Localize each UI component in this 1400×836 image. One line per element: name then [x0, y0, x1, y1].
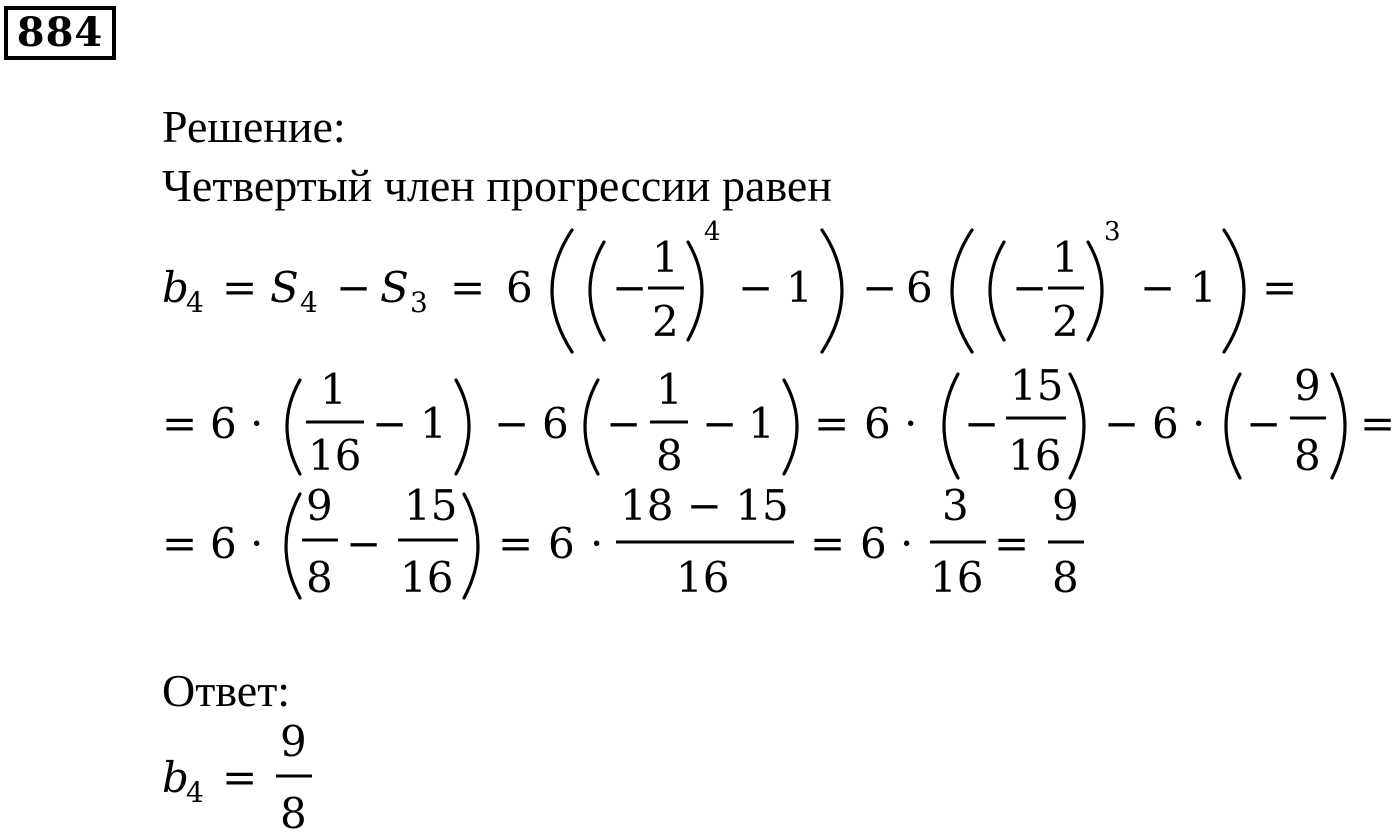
- eq-sign: =: [1360, 399, 1396, 448]
- eq-sign: =: [222, 263, 258, 312]
- one: 1: [1190, 263, 1217, 312]
- frac-den-16: 16: [1008, 431, 1062, 480]
- paren-left: [585, 380, 598, 474]
- frac-den-8: 8: [1052, 553, 1079, 602]
- power-4: 4: [704, 217, 721, 247]
- coef-6: 6: [210, 519, 237, 568]
- minus-sign: −: [738, 263, 774, 312]
- frac-den-8: 8: [1294, 431, 1321, 480]
- dot-sign: ·: [1192, 399, 1206, 448]
- solution-label: Решение:: [162, 101, 346, 152]
- eq-sign: =: [994, 519, 1030, 568]
- minus-sign: −: [1104, 399, 1140, 448]
- var-b: b: [162, 753, 189, 802]
- frac-den-16: 16: [400, 553, 454, 602]
- var-b: b: [162, 263, 189, 312]
- frac-num-15: 15: [1010, 361, 1064, 410]
- dot-sign: ·: [590, 519, 604, 568]
- minus-sign: −: [336, 263, 372, 312]
- eq-sign: =: [814, 399, 850, 448]
- one: 1: [748, 399, 775, 448]
- intro-text: Четвертый член прогрессии равен: [162, 160, 832, 211]
- frac-den-8: 8: [656, 431, 683, 480]
- frac-num-15: 15: [404, 481, 458, 530]
- frac-den-16: 16: [308, 431, 362, 480]
- minus-sign: −: [702, 399, 738, 448]
- frac-den-2: 2: [1052, 297, 1079, 346]
- eq-sign: =: [498, 519, 534, 568]
- paren-left: [944, 374, 958, 478]
- sub-3: 3: [410, 286, 428, 319]
- problem-number: 884: [4, 6, 116, 60]
- minus-sign: −: [612, 263, 648, 312]
- frac-den-8: 8: [280, 789, 307, 836]
- coef-6: 6: [864, 399, 891, 448]
- paren-right: [456, 380, 469, 474]
- frac-num-18-minus-15: 18 − 15: [620, 481, 789, 530]
- minus-sign: −: [606, 399, 642, 448]
- minus-sign: −: [862, 263, 898, 312]
- equation-line-3: [162, 481, 1084, 602]
- paren-right: [1070, 374, 1084, 478]
- minus-sign: −: [346, 519, 382, 568]
- frac-den-2: 2: [652, 297, 679, 346]
- frac-num-3: 3: [942, 481, 969, 530]
- sub-4: 4: [186, 286, 204, 319]
- eq-sign: =: [222, 753, 258, 802]
- eq-sign: =: [162, 399, 198, 448]
- answer-formula: [162, 717, 312, 836]
- coef-6: 6: [548, 519, 575, 568]
- coef-6: 6: [210, 399, 237, 448]
- frac-num-1: 1: [1052, 233, 1079, 282]
- paren-right: [464, 494, 478, 598]
- eq-sign: =: [162, 519, 198, 568]
- var-S: S: [380, 263, 409, 312]
- equation-line-2: [162, 361, 1395, 480]
- coef-6: 6: [506, 263, 533, 312]
- one: 1: [786, 263, 813, 312]
- minus-sign: −: [372, 399, 408, 448]
- big-paren-right: [822, 230, 842, 352]
- frac-num-9: 9: [306, 481, 333, 530]
- paren-right: [1088, 242, 1102, 340]
- paren-right: [1332, 374, 1345, 478]
- sub-4: 4: [186, 776, 204, 809]
- minus-sign: −: [494, 399, 530, 448]
- frac-num-1: 1: [320, 365, 347, 414]
- dot-sign: ·: [250, 399, 264, 448]
- frac-num-1: 1: [652, 233, 679, 282]
- eq-sign: =: [450, 263, 486, 312]
- paren-left: [990, 242, 1004, 340]
- frac-den-8: 8: [306, 553, 333, 602]
- one: 1: [420, 399, 447, 448]
- var-S: S: [270, 263, 299, 312]
- paren-left: [287, 380, 300, 474]
- dot-sign: ·: [904, 399, 918, 448]
- frac-num-9: 9: [280, 717, 307, 766]
- frac-den-16: 16: [930, 553, 984, 602]
- paren-left: [286, 494, 300, 598]
- minus-sign: −: [1012, 263, 1048, 312]
- sub-4: 4: [300, 286, 318, 319]
- eq-sign: =: [810, 519, 846, 568]
- dot-sign: ·: [900, 519, 914, 568]
- minus-sign: −: [1246, 399, 1282, 448]
- frac-den-16: 16: [676, 553, 730, 602]
- coef-6: 6: [1152, 399, 1179, 448]
- big-paren-left: [552, 230, 572, 352]
- equation-line-1: [162, 217, 1297, 352]
- coef-6: 6: [542, 399, 569, 448]
- minus-sign: −: [964, 399, 1000, 448]
- paren-left: [590, 242, 604, 340]
- frac-num-9: 9: [1052, 481, 1079, 530]
- dot-sign: ·: [250, 519, 264, 568]
- paren-right: [784, 380, 797, 474]
- coef-6: 6: [906, 263, 933, 312]
- coef-6: 6: [860, 519, 887, 568]
- frac-num-1: 1: [656, 365, 683, 414]
- eq-sign: =: [1262, 263, 1298, 312]
- paren-left: [1226, 374, 1240, 478]
- power-3: 3: [1104, 217, 1121, 247]
- big-paren-right: [1224, 230, 1244, 352]
- answer-label: Ответ:: [162, 665, 291, 716]
- minus-sign: −: [1140, 263, 1176, 312]
- big-paren-left: [952, 230, 972, 352]
- paren-right: [688, 242, 702, 340]
- frac-num-9: 9: [1294, 361, 1321, 410]
